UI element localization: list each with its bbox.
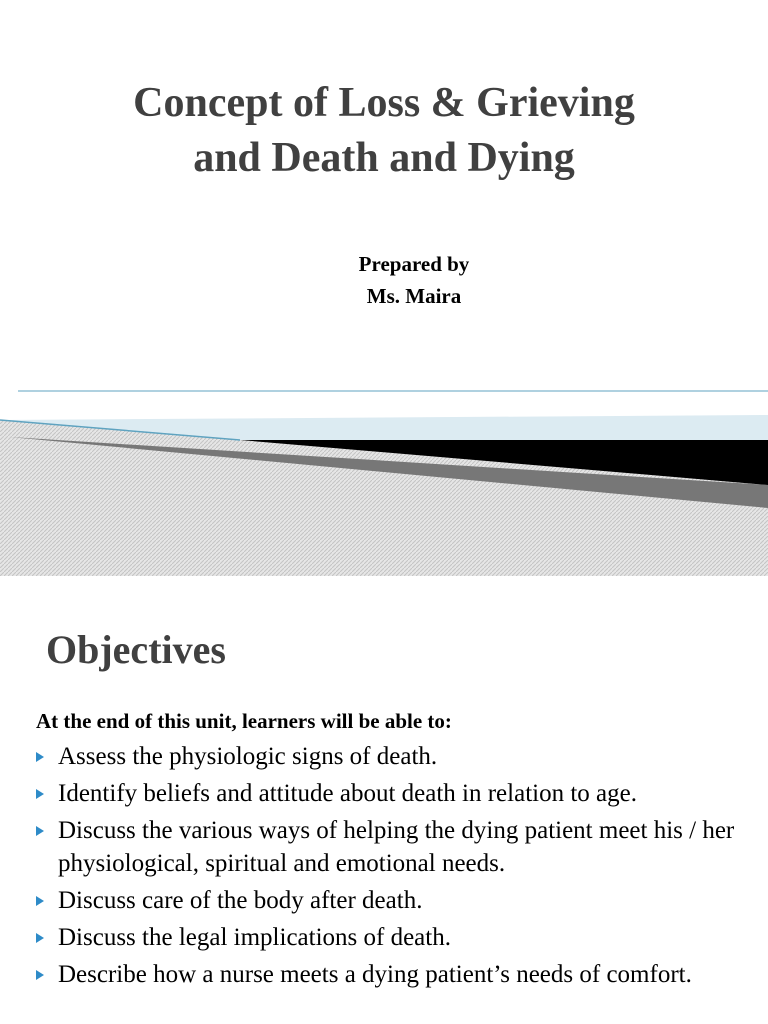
presentation-title	[40, 76, 728, 186]
objective-text: Identify beliefs and attitude about death in relation to age.	[58, 780, 637, 807]
title-line-1: Concept of Loss & Grieving	[133, 80, 635, 126]
objective-text: Discuss the legal implications of death.	[58, 924, 451, 951]
list-item	[36, 777, 736, 810]
list-item	[36, 740, 736, 773]
objective-text: Discuss care of the body after death.	[58, 887, 423, 914]
presenter-credit	[200, 248, 628, 312]
blue-triangle-bullet-icon	[36, 789, 44, 799]
blue-triangle-bullet-icon	[36, 826, 44, 836]
blue-triangle-bullet-icon	[36, 896, 44, 906]
list-item	[36, 921, 736, 954]
objectives-heading: Objectives	[46, 627, 226, 672]
blue-triangle-bullet-icon	[36, 933, 44, 943]
objective-text: Describe how a nurse meets a dying patient’s needs of comfort.	[58, 961, 692, 988]
title-line-2: and Death and Dying	[193, 135, 575, 181]
blue-triangle-bullet-icon	[36, 970, 44, 980]
list-item	[36, 884, 736, 917]
list-item	[36, 958, 736, 991]
prepared-by-label: Prepared by	[358, 252, 470, 276]
presenter-name: Ms. Maira	[366, 284, 462, 308]
objective-text: Discuss the various ways of helping the dying patient meet his / her physiological, spiritual and emotional needs.	[58, 817, 735, 877]
blue-triangle-bullet-icon	[36, 752, 44, 762]
list-item	[36, 814, 736, 880]
objective-text: Assess the physiologic signs of death.	[58, 743, 438, 770]
objectives-list	[36, 740, 736, 995]
objectives-intro: At the end of this unit, learners will be able to:	[36, 709, 452, 733]
